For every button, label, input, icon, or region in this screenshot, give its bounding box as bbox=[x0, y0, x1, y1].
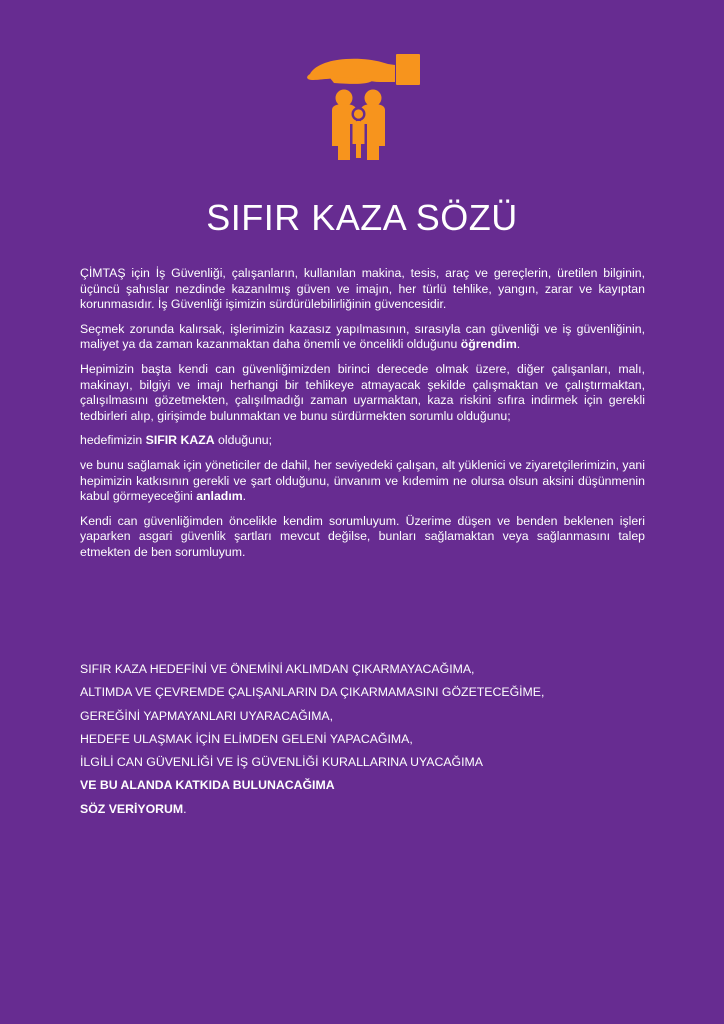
pledge-line: GEREĞİNİ YAPMAYANLARI UYARACAĞIMA, bbox=[80, 708, 334, 723]
paragraph-priority bbox=[80, 322, 645, 353]
paragraph-definition: ÇİMTAŞ için İş Güvenliği, çalışanların, kullanılan makina, tesis, araç ve gereçlerin, üretilen bilginin, üçüncü şahıslar nezdinde kazanılmış güven ve imajın, her türlü tehlike, yangın, zarar ve kayıptan korunmasıdır. İş Güvenliği işimizin sürdürülebilirliğinin güvencesidir. bbox=[80, 266, 645, 312]
paragraph-priority-emphasis: öğrendim bbox=[460, 337, 517, 352]
pledge-line: ALTIMDA VE ÇEVREMDE ÇALIŞANLARIN DA ÇIKARMAMASINI GÖZETECEĞİME, bbox=[80, 685, 545, 700]
paragraph-contribution-text: ve bunu sağlamak için yöneticiler de dahil, her seviyedeki çalışan, alt yüklenici ve ziyaretçilerimizin, yani hepimizin katkısının gerekli ve şart olduğunu, ünvanım ve kıdemim ne olursa olsun aksini düşünmenin kabul görmeyeceğini bbox=[80, 457, 645, 504]
paragraph-contribution-end: . bbox=[242, 489, 247, 504]
pledge-line: SIFIR KAZA HEDEFİNİ VE ÖNEMİNİ AKLIMDAN ÇIKARMAYACAĞIMA, bbox=[80, 662, 475, 676]
paragraph-goal-emphasis: SIFIR KAZA bbox=[145, 433, 215, 448]
paragraph-responsibility: Hepimizin başta kendi can güvenliğimizden birinci derecede olmak üzere, diğer çalışanları, malı, makinayı, bilgiyi ve imajı herhangi bir tehlikeye atmayacak şekilde çalışmaktan ve çalıştırmaktan, çalışılmasını gözetmekten, çalışılmadığı zaman uyarmaktan, kaza riskini sıfıra indirmek için gerekli tedbirleri alıp, girişimde bulunmaktan ve bunu sürdürmekten sorumlu olduğunu; bbox=[80, 361, 645, 423]
paragraph-goal-end: olduğunu; bbox=[214, 433, 273, 448]
pledge-closing-end: . bbox=[183, 801, 187, 816]
hand-protecting-family-icon bbox=[300, 48, 430, 164]
page-title: SIFIR KAZA SÖZÜ bbox=[206, 197, 518, 238]
paragraph-contribution-emphasis: anladım bbox=[196, 489, 243, 504]
pledge-line: HEDEFE ULAŞMAK İÇİN ELİMDEN GELENİ YAPACAĞIMA, bbox=[80, 731, 413, 746]
paragraph-priority-end: . bbox=[516, 337, 521, 352]
paragraph-self-responsibility: Kendi can güvenliğimden öncelikle kendim sorumluyum. Üzerime düşen ve benden beklenen işleri yaparken asgari güvenlik şartları mevcut değilse, bunları sağlamaktan veya sağlanmasını talep etmekten de ben sorumluyum. bbox=[80, 513, 645, 559]
paragraph-goal bbox=[80, 433, 645, 449]
pledge-line: İLGİLİ CAN GÜVENLİĞİ VE İŞ GÜVENLİĞİ KURALLARINA UYACAĞIMA bbox=[80, 755, 483, 770]
pledge-list bbox=[80, 662, 670, 825]
body-text bbox=[80, 266, 645, 570]
paragraph-priority-text: Seçmek zorunda kalırsak, işlerimizin kazasız yapılmasının, sırasıyla can güvenliği ve iş güvenliğinin, maliyet ya da zaman kazanmaktan daha önemli ve öncelikli olduğunu bbox=[80, 321, 645, 352]
pledge-line-emphasis: VE BU ALANDA KATKIDA BULUNACAĞIMA bbox=[80, 778, 335, 793]
pledge-closing bbox=[80, 802, 670, 825]
paragraph-goal-text: hedefimizin bbox=[80, 433, 146, 448]
paragraph-contribution bbox=[80, 458, 645, 505]
pledge-closing-emphasis: SÖZ VERİYORUM bbox=[80, 801, 184, 816]
